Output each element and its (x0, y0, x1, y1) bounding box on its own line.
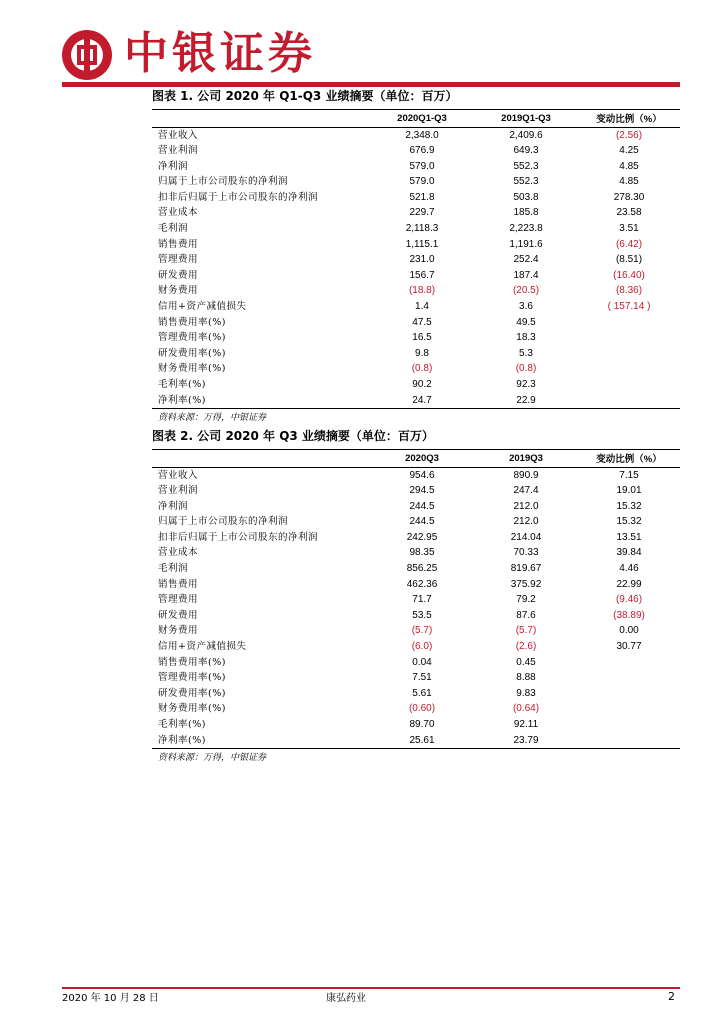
table-row (152, 315, 680, 331)
cell-col-a: (18.8) (408, 285, 436, 297)
cell-col-c: 0.00 (619, 625, 639, 637)
table2-header-row (152, 450, 680, 467)
cell-col-c: 23.58 (616, 207, 642, 219)
table2-source: 资料来源：万得，中银证券 (158, 753, 267, 764)
cell-col-a: (6.0) (411, 641, 433, 653)
cell-col-c (578, 393, 680, 409)
row-label: 管理费用率(%) (158, 332, 226, 344)
cell-col-c: 3.51 (619, 223, 639, 235)
cell-col-b: (2.6) (515, 641, 537, 653)
cell-col-c: (8.36) (615, 285, 643, 297)
cell-col-a: 676.9 (409, 145, 435, 157)
cell-col-c: 19.01 (616, 485, 642, 497)
cell-col-a: 244.5 (409, 516, 435, 528)
cell-col-c: (2.56) (615, 129, 643, 141)
table-row (152, 330, 680, 346)
cell-col-a: 229.7 (409, 207, 435, 219)
table2-header-col-b: 2019Q3 (474, 450, 578, 467)
cell-col-c: 22.99 (616, 578, 642, 590)
row-label: 毛利率(%) (158, 379, 206, 390)
table-row (152, 639, 680, 655)
cell-col-b: 214.04 (510, 531, 542, 543)
cell-col-b: 375.92 (510, 578, 542, 590)
table-row (152, 377, 680, 393)
cell-col-b: 92.3 (516, 379, 536, 390)
row-label: 净利润 (158, 160, 189, 172)
row-label: 净利润 (158, 500, 189, 512)
row-label: 信用+资产减值损失 (158, 641, 247, 653)
cell-col-b: 70.33 (513, 547, 539, 559)
cell-col-c: 7.15 (619, 469, 639, 481)
cell-col-b: 187.4 (513, 269, 539, 281)
table-row (152, 592, 680, 608)
cell-col-a: 1.4 (415, 301, 429, 313)
table-row (152, 159, 680, 175)
row-label: 研发费用 (158, 269, 199, 281)
row-label: 销售费用 (158, 578, 199, 590)
cell-col-c: 278.30 (613, 191, 645, 203)
cell-col-c: 4.85 (619, 176, 639, 188)
table-row (152, 299, 680, 315)
table-row (152, 268, 680, 284)
cell-col-a: 90.2 (412, 379, 432, 390)
table-row (152, 499, 680, 515)
row-label: 销售费用率(%) (158, 316, 226, 328)
cell-col-a: 462.36 (406, 578, 438, 590)
cell-col-c (578, 733, 680, 749)
cell-col-a: 7.51 (412, 672, 432, 684)
row-label: 销售费用 (158, 238, 199, 250)
cell-col-c: (6.42) (615, 238, 643, 250)
row-label: 信用+资产减值损失 (158, 301, 247, 313)
table-row (152, 252, 680, 268)
table-row (152, 514, 680, 530)
cell-col-a: 2,348.0 (405, 129, 439, 141)
row-label: 管理费用率(%) (158, 672, 226, 684)
cell-col-a: (5.7) (411, 625, 433, 637)
cell-col-a: 156.7 (409, 269, 435, 281)
row-label: 毛利润 (158, 563, 189, 575)
cell-col-b: (0.64) (512, 703, 540, 715)
cell-col-c: 4.85 (619, 160, 639, 172)
cell-col-a: 231.0 (409, 254, 435, 266)
cell-col-a: 521.8 (409, 191, 435, 203)
cell-col-c (578, 717, 680, 733)
table1-section (152, 88, 680, 425)
table-row (152, 530, 680, 546)
row-label: 毛利润 (158, 223, 189, 235)
table1-body (152, 127, 680, 409)
cell-col-a: 856.25 (406, 563, 438, 575)
cell-col-b: 0.45 (516, 656, 536, 668)
header-divider (62, 82, 680, 87)
table-row (152, 577, 680, 593)
footer-company: 康弘药业 (326, 993, 366, 1004)
cell-col-b: 9.83 (516, 687, 536, 699)
row-label: 营业成本 (158, 207, 199, 219)
cell-col-c (578, 315, 680, 331)
cell-col-b: 819.67 (510, 563, 542, 575)
cell-col-a: 24.7 (370, 393, 474, 409)
row-label: 净利率(%) (152, 393, 370, 409)
cell-col-a: 89.70 (409, 719, 435, 730)
cell-col-c (578, 330, 680, 346)
cell-col-a: 9.8 (415, 347, 429, 359)
table-row (152, 393, 680, 409)
row-label: 销售费用率(%) (158, 656, 226, 668)
cell-col-c (578, 670, 680, 686)
cell-col-b: 649.3 (513, 145, 539, 157)
cell-col-b: 49.5 (516, 316, 536, 328)
cell-col-b: 3.6 (519, 301, 533, 313)
table-row (152, 623, 680, 639)
cell-col-c: 4.25 (619, 145, 639, 157)
cell-col-a: 5.61 (412, 687, 432, 699)
table-row (152, 127, 680, 143)
table-row (152, 174, 680, 190)
cell-col-b: 23.79 (474, 733, 578, 749)
table-row (152, 467, 680, 483)
boc-logo-icon (62, 30, 112, 80)
cell-col-b: (20.5) (512, 285, 540, 297)
cell-col-c (578, 701, 680, 717)
table2-section (152, 428, 680, 765)
cell-col-a: (0.60) (408, 703, 436, 715)
cell-col-c (578, 655, 680, 671)
table1-header-label (152, 110, 370, 127)
cell-col-b: 185.8 (513, 207, 539, 219)
cell-col-a: 579.0 (409, 176, 435, 188)
row-label: 归属于上市公司股东的净利润 (158, 516, 289, 528)
table-row (152, 686, 680, 702)
table-row (152, 608, 680, 624)
row-label: 管理费用 (158, 594, 199, 606)
table-row (152, 701, 680, 717)
table-row (152, 143, 680, 159)
cell-col-a: 47.5 (412, 316, 432, 328)
cell-col-a: (0.8) (411, 363, 433, 375)
row-label: 财务费用率(%) (158, 703, 226, 715)
table1-header-col-b: 2019Q1-Q3 (474, 110, 578, 127)
cell-col-c: 39.84 (616, 547, 642, 559)
cell-col-c: (38.89) (613, 609, 645, 621)
cell-col-b: 87.6 (516, 609, 536, 621)
cell-col-b: 252.4 (513, 254, 539, 266)
row-label: 净利率(%) (152, 733, 370, 749)
cell-col-c (578, 361, 680, 377)
cell-col-c: 4.46 (619, 563, 639, 575)
cell-col-c: 13.51 (616, 531, 642, 543)
table2-header-col-c: 变动比例（%） (578, 450, 680, 467)
cell-col-a: 16.5 (412, 332, 432, 344)
cell-col-b: 503.8 (513, 191, 539, 203)
row-label: 营业收入 (158, 129, 199, 141)
row-label: 管理费用 (158, 254, 199, 266)
table-row (152, 190, 680, 206)
row-label: 财务费用 (158, 285, 199, 297)
brand-name: 中银证券 (124, 28, 316, 79)
cell-col-c: (9.46) (615, 594, 643, 606)
table-row (152, 283, 680, 299)
cell-col-c: (16.40) (613, 269, 645, 281)
table-row (152, 221, 680, 237)
footer-date: 2020 年 10 月 28 日 (62, 993, 159, 1004)
table1-header-col-c: 变动比例（%） (578, 110, 680, 127)
table1-title: 图表 1. 公司 2020 年 Q1-Q3 业绩摘要（单位：百万） (152, 88, 680, 110)
cell-col-a: 0.04 (412, 656, 432, 668)
cell-col-a: 579.0 (409, 160, 435, 172)
table1-header-col-a: 2020Q1-Q3 (370, 110, 474, 127)
row-label: 毛利率(%) (158, 719, 206, 730)
cell-col-a: 25.61 (370, 733, 474, 749)
row-label: 扣非后归属于上市公司股东的净利润 (158, 531, 319, 543)
cell-col-c: 30.77 (616, 641, 642, 653)
row-label: 营业成本 (158, 547, 199, 559)
cell-col-b: (5.7) (515, 625, 537, 637)
row-label: 营业利润 (158, 485, 199, 497)
cell-col-c: ( 157.14 ) (607, 301, 651, 313)
row-label: 财务费用率(%) (158, 363, 226, 375)
cell-col-a: 2,118.3 (405, 223, 439, 235)
cell-col-c: 15.32 (616, 516, 642, 528)
cell-col-b: 92.11 (513, 719, 539, 730)
cell-col-c (578, 686, 680, 702)
table1 (152, 110, 680, 409)
row-label: 研发费用率(%) (158, 347, 226, 359)
table-row (152, 237, 680, 253)
cell-col-b: 890.9 (513, 469, 539, 481)
cell-col-a: 53.5 (412, 609, 432, 621)
row-label: 归属于上市公司股东的净利润 (158, 176, 289, 188)
cell-col-b: (0.8) (515, 363, 537, 375)
table-row (152, 655, 680, 671)
cell-col-a: 71.7 (412, 594, 432, 606)
cell-col-b: 212.0 (513, 516, 539, 528)
cell-col-b: 552.3 (513, 176, 539, 188)
cell-col-a: 954.6 (409, 469, 435, 481)
table2-header-col-a: 2020Q3 (370, 450, 474, 467)
row-label: 营业利润 (158, 145, 199, 157)
row-label: 研发费用 (158, 609, 199, 621)
row-label: 财务费用 (158, 625, 199, 637)
cell-col-c: 15.32 (616, 500, 642, 512)
cell-col-b: 8.88 (516, 672, 536, 684)
table1-header-row (152, 110, 680, 127)
cell-col-b: 2,409.6 (509, 129, 543, 141)
table-row (152, 346, 680, 362)
cell-col-a: 244.5 (409, 500, 435, 512)
cell-col-b: 552.3 (513, 160, 539, 172)
cell-col-c (578, 346, 680, 362)
table2-header-label (152, 450, 370, 467)
table2-title: 图表 2. 公司 2020 年 Q3 业绩摘要（单位：百万） (152, 428, 680, 450)
table-row (152, 561, 680, 577)
cell-col-b: 1,191.6 (509, 238, 543, 250)
table-row (152, 670, 680, 686)
row-label: 扣非后归属于上市公司股东的净利润 (158, 191, 319, 203)
cell-col-b: 247.4 (513, 485, 539, 497)
cell-col-c (578, 377, 680, 393)
table2 (152, 450, 680, 749)
cell-col-b: 18.3 (516, 332, 536, 344)
cell-col-b: 212.0 (513, 500, 539, 512)
cell-col-a: 294.5 (409, 485, 435, 497)
table-row (152, 545, 680, 561)
cell-col-b: 5.3 (519, 347, 533, 359)
cell-col-c: (8.51) (615, 254, 643, 266)
page-header (0, 0, 724, 90)
cell-col-b: 79.2 (516, 594, 536, 606)
cell-col-a: 242.95 (406, 531, 438, 543)
table2-body (152, 467, 680, 749)
footer-divider (62, 987, 680, 989)
cell-col-b: 2,223.8 (509, 223, 543, 235)
cell-col-a: 98.35 (409, 547, 435, 559)
table-row (152, 205, 680, 221)
table-row (152, 361, 680, 377)
row-label: 营业收入 (158, 469, 199, 481)
table-row (152, 733, 680, 749)
row-label: 研发费用率(%) (158, 687, 226, 699)
table1-source: 资料来源：万得，中银证券 (158, 413, 267, 424)
cell-col-b: 22.9 (474, 393, 578, 409)
table-row (152, 483, 680, 499)
table-row (152, 717, 680, 733)
cell-col-a: 1,115.1 (405, 238, 439, 250)
page-number: 2 (668, 990, 675, 1003)
